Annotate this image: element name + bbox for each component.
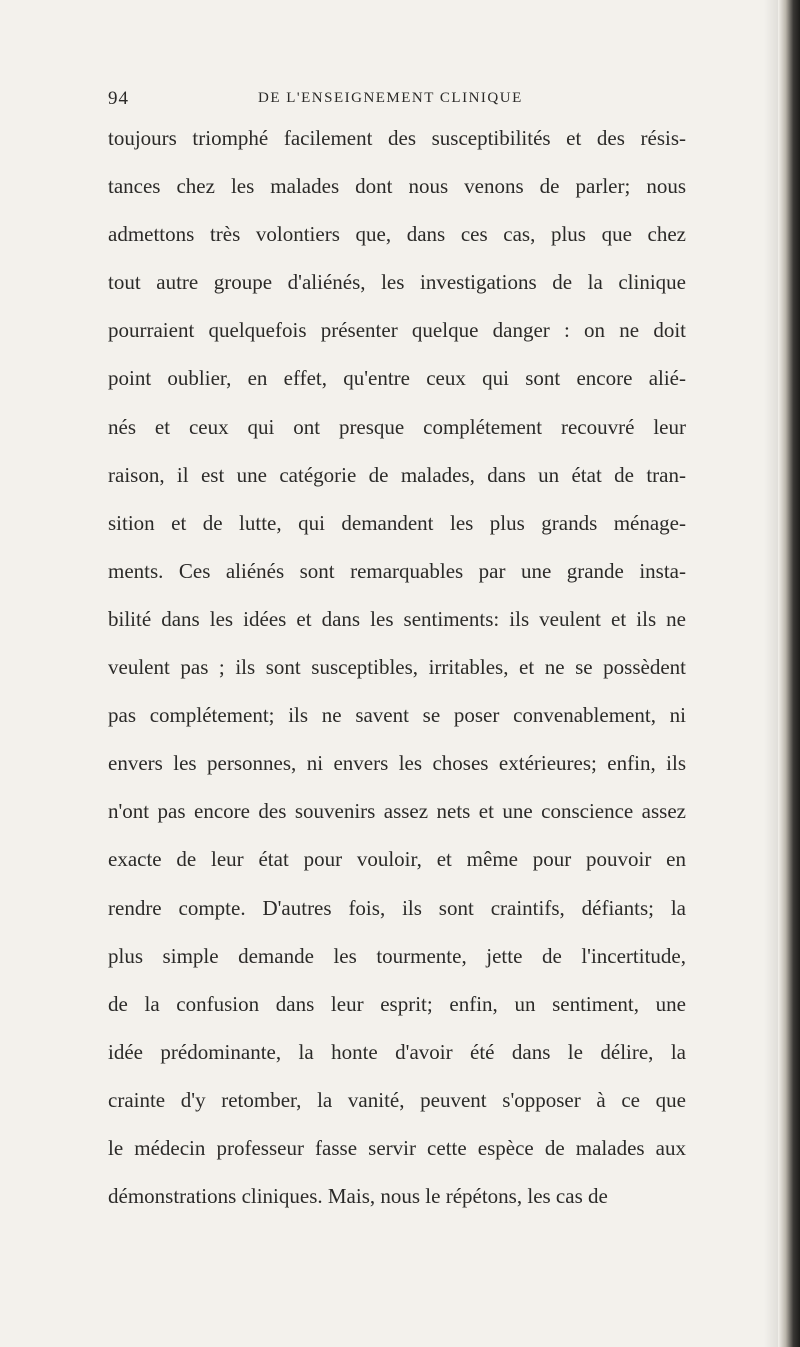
text-line: démonstrations cliniques. Mais, nous le répétons, les cas de — [108, 1184, 608, 1209]
text-line: exacte de leur état pour vouloir, et même pour pouvoir en — [108, 847, 686, 872]
page-number: 94 — [108, 88, 129, 109]
text-line: plus simple demande les tourmente, jette de l'incertitude, — [108, 943, 686, 968]
text-line: crainte d'y retomber, la vanité, peuvent s'opposer à ce que — [108, 1087, 686, 1112]
text-line: le médecin professeur fasse servir cette espèce de malades aux — [108, 1135, 686, 1160]
text-line: rendre compte. D'autres fois, ils sont craintifs, défiants; la — [108, 895, 686, 920]
text-line: admettons très volontiers que, dans ces cas, plus que chez — [108, 222, 686, 247]
text-line: tances chez les malades dont nous venons de parler; nous — [108, 174, 686, 199]
text-line: tout autre groupe d'aliénés, les investigations de la clinique — [108, 270, 686, 295]
text-line: sition et de lutte, qui demandent les plus grands ménage- — [108, 510, 686, 535]
text-line: bilité dans les idées et dans les sentiments: ils veulent et ils ne — [108, 606, 686, 631]
text-line: point oublier, en effet, qu'entre ceux qui sont encore alié- — [108, 366, 686, 391]
text-line: pas complétement; ils ne savent se poser convenablement, ni — [108, 703, 686, 728]
text-line: idée prédominante, la honte d'avoir été dans le délire, la — [108, 1039, 686, 1064]
text-line: raison, il est une catégorie de malades, dans un état de tran- — [108, 462, 686, 487]
running-head-title: DE L'ENSEIGNEMENT CLINIQUE — [258, 90, 523, 106]
text-line: pourraient quelquefois présenter quelque danger : on ne doit — [108, 318, 686, 343]
text-line: n'ont pas encore des souvenirs assez nets et une conscience assez — [108, 799, 686, 824]
binding-shadow — [764, 0, 778, 1347]
running-head — [108, 88, 684, 114]
text-line: veulent pas ; ils sont susceptibles, irritables, et ne se possèdent — [108, 655, 686, 680]
binding-edge — [778, 0, 800, 1347]
text-line: de la confusion dans leur esprit; enfin, un sentiment, une — [108, 991, 686, 1016]
body-text — [108, 114, 686, 1220]
text-line: nés et ceux qui ont presque complétement recouvré leur — [108, 414, 686, 439]
text-line: ments. Ces aliénés sont remarquables par une grande insta- — [108, 558, 686, 583]
text-line: toujours triomphé facilement des susceptibilités et des résis- — [108, 126, 686, 150]
text-line: envers les personnes, ni envers les choses extérieures; enfin, ils — [108, 751, 686, 776]
